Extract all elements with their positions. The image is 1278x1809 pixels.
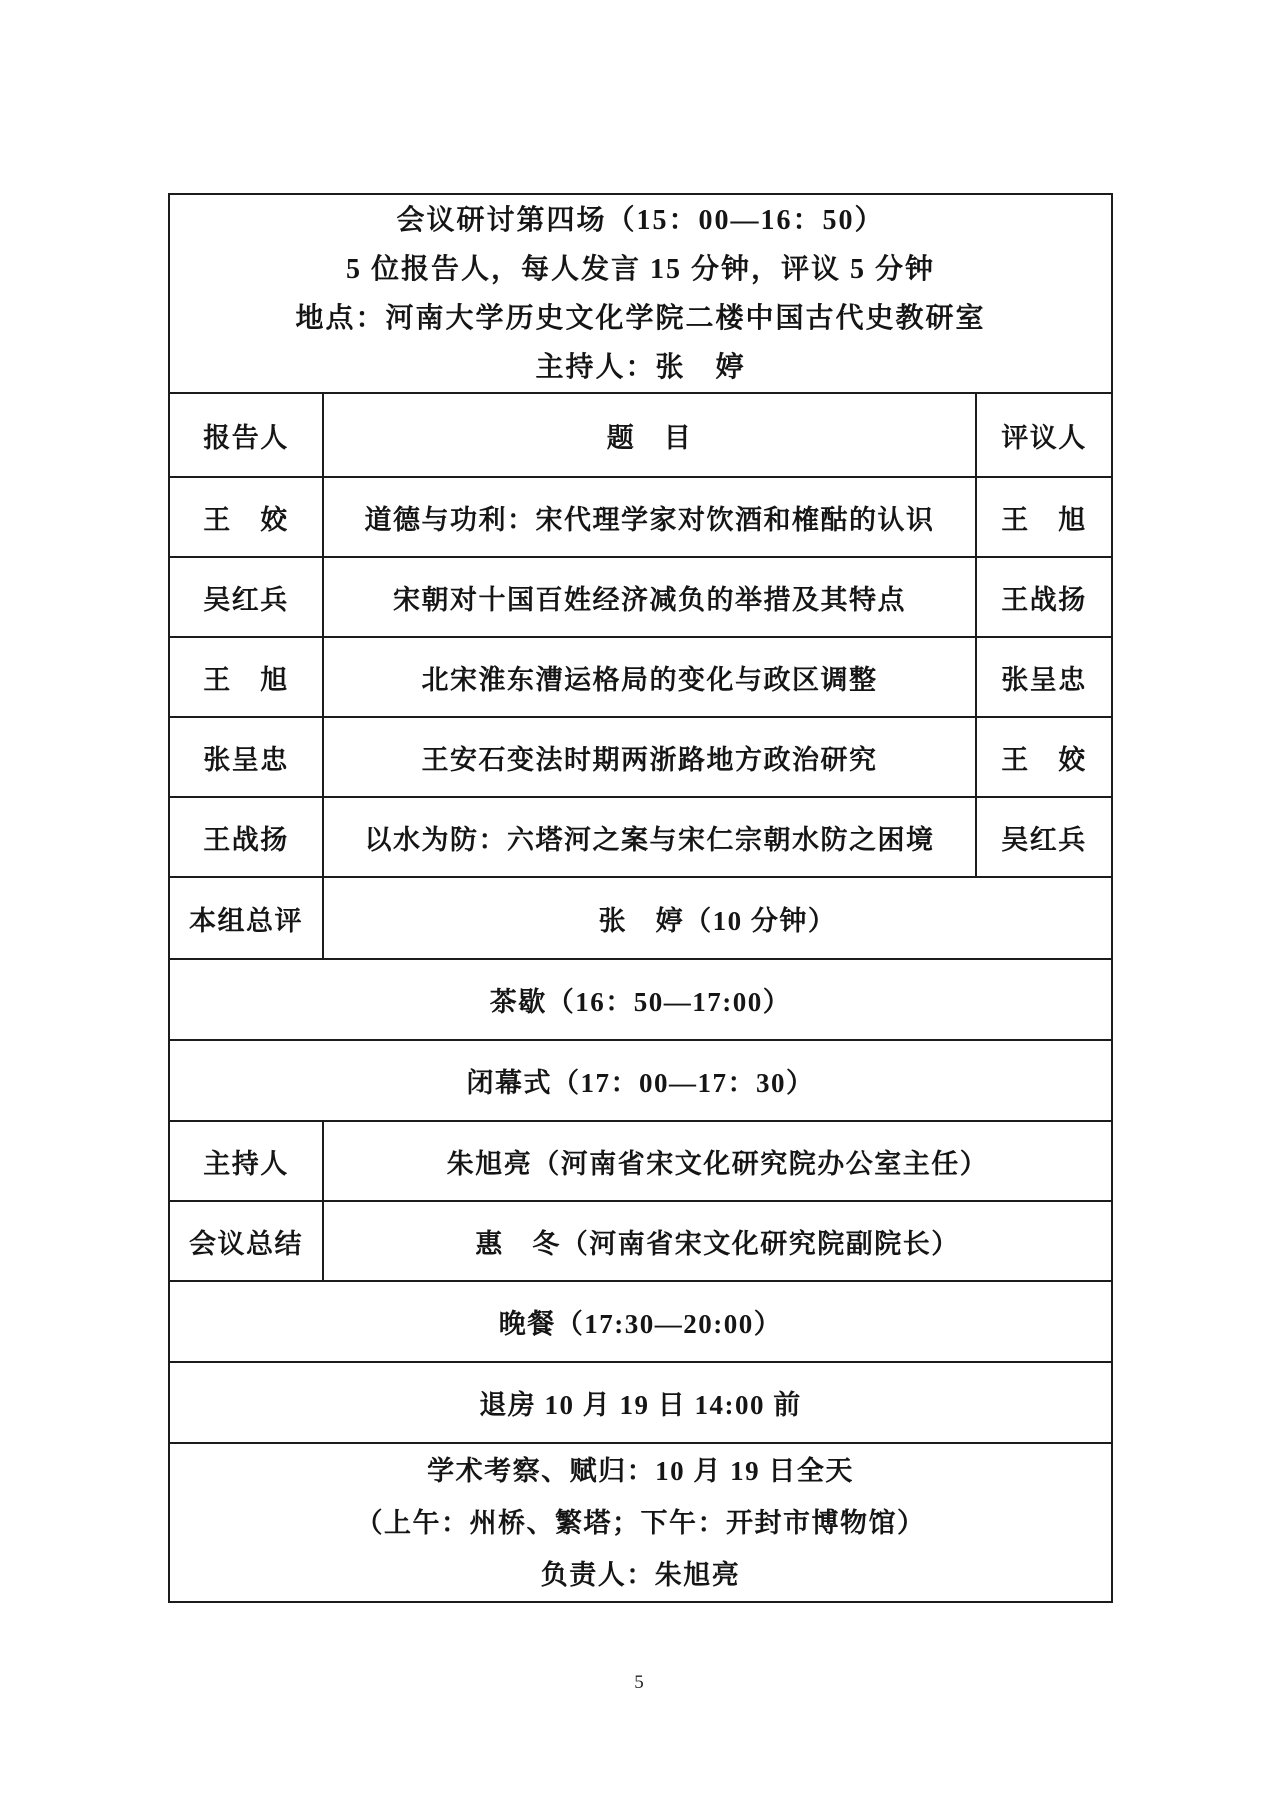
discussant-cell: 吴红兵 (976, 797, 1112, 877)
topic-cell: 道德与功利：宋代理学家对饮酒和榷酤的认识 (323, 477, 976, 557)
closing-ceremony-row (169, 1040, 1112, 1121)
table-row (169, 717, 1112, 797)
table-row (169, 637, 1112, 717)
field-trip-line2: （上午：州桥、繁塔；下午：开封市博物馆） (355, 1507, 926, 1538)
session-location: 地点：河南大学历史文化学院二楼中国古代史教研室 (295, 302, 986, 334)
discussant-cell: 王战扬 (976, 557, 1112, 637)
closing-host-row (169, 1121, 1112, 1201)
topic-cell: 以水为防：六塔河之案与宋仁宗朝水防之困境 (323, 797, 976, 877)
closing-host-value: 朱旭亮（河南省宋文化研究院办公室主任） (323, 1121, 1112, 1201)
session-subtitle: 5 位报告人，每人发言 15 分钟，评议 5 分钟 (346, 253, 936, 285)
field-trip-row (169, 1443, 1112, 1602)
session-title: 会议研讨第四场（15：00—16：50） (396, 204, 885, 236)
discussant-cell: 张呈忠 (976, 637, 1112, 717)
discussant-column-header: 评议人 (976, 393, 1112, 477)
group-review-row (169, 877, 1112, 959)
presenter-cell: 王 旭 (169, 637, 323, 717)
conference-summary-row (169, 1201, 1112, 1281)
table-row (169, 477, 1112, 557)
checkout-row (169, 1362, 1112, 1443)
page-number: 5 (634, 1672, 644, 1693)
table-row (169, 557, 1112, 637)
field-trip-cell (169, 1443, 1112, 1602)
topic-cell: 北宋淮东漕运格局的变化与政区调整 (323, 637, 976, 717)
closing-ceremony-cell: 闭幕式（17：00—17：30） (169, 1040, 1112, 1121)
topic-cell: 王安石变法时期两浙路地方政治研究 (323, 717, 976, 797)
dinner-row (169, 1281, 1112, 1362)
presenter-cell: 王战扬 (169, 797, 323, 877)
field-trip-line1: 学术考察、赋归：10 月 19 日全天 (427, 1455, 854, 1486)
topic-column-header: 题 目 (323, 393, 976, 477)
tea-break-row (169, 959, 1112, 1040)
session-header-cell (169, 194, 1112, 393)
table-row (169, 797, 1112, 877)
discussant-cell: 王 旭 (976, 477, 1112, 557)
presenter-cell: 张呈忠 (169, 717, 323, 797)
session-moderator: 主持人：张 婷 (535, 351, 746, 383)
checkout-cell: 退房 10 月 19 日 14:00 前 (169, 1362, 1112, 1443)
column-header-row (169, 393, 1112, 477)
conference-summary-label: 会议总结 (169, 1201, 323, 1281)
tea-break-cell: 茶歇（16：50—17:00） (169, 959, 1112, 1040)
group-review-label: 本组总评 (169, 877, 323, 959)
presenter-cell: 吴红兵 (169, 557, 323, 637)
conference-summary-value: 惠 冬（河南省宋文化研究院副院长） (323, 1201, 1112, 1281)
discussant-cell: 王 姣 (976, 717, 1112, 797)
closing-host-label: 主持人 (169, 1121, 323, 1201)
dinner-cell: 晚餐（17:30—20:00） (169, 1281, 1112, 1362)
group-review-value: 张 婷（10 分钟） (323, 877, 1112, 959)
field-trip-line3: 负责人：朱旭亮 (540, 1559, 741, 1590)
conference-program-table (168, 193, 1113, 1603)
presenter-cell: 王 姣 (169, 477, 323, 557)
presenter-column-header: 报告人 (169, 393, 323, 477)
session-header-row (169, 194, 1112, 393)
topic-cell: 宋朝对十国百姓经济减负的举措及其特点 (323, 557, 976, 637)
